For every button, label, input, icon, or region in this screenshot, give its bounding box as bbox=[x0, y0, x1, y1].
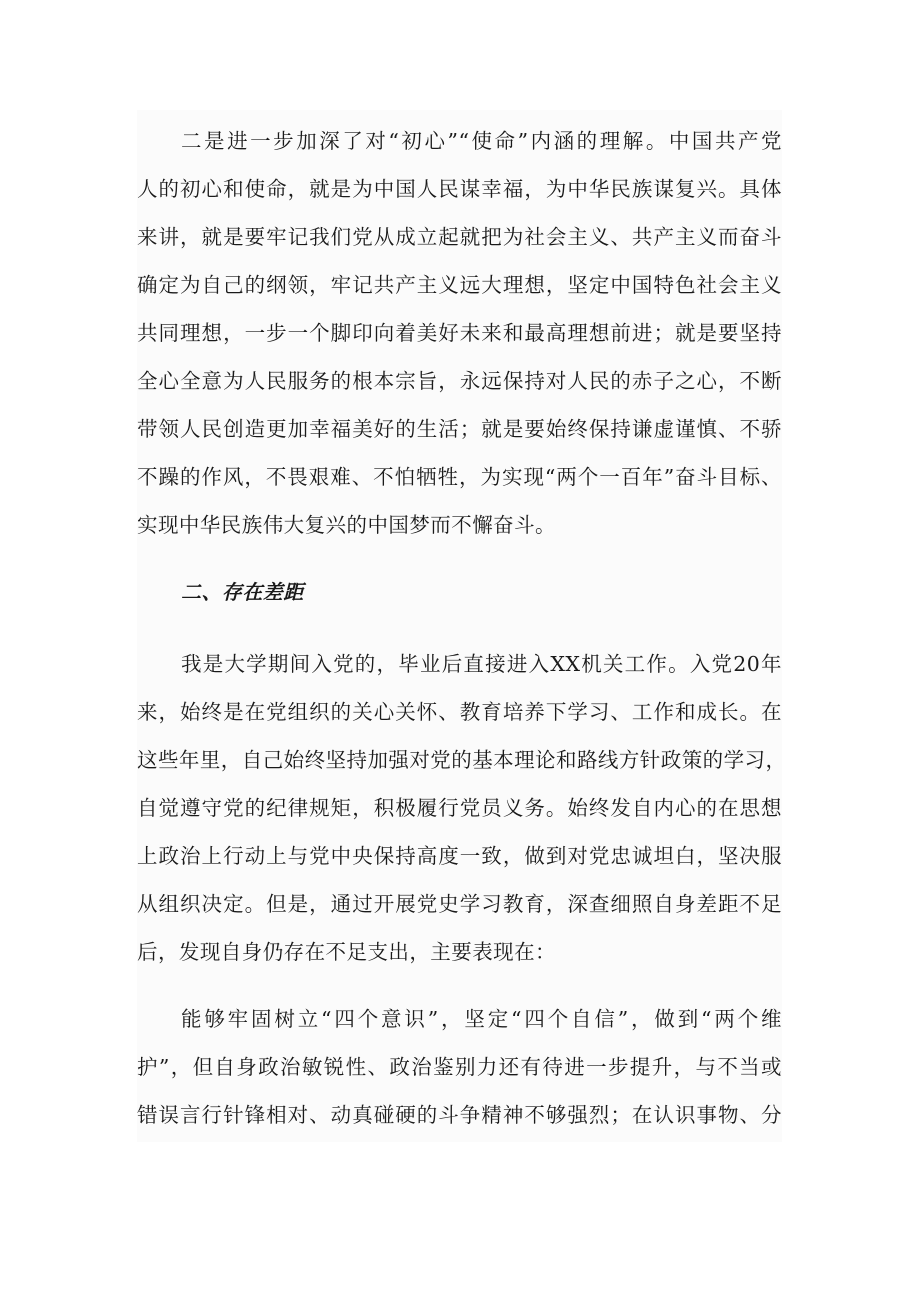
paragraph-1-line-9: 实现中华民族伟大复兴的中国梦而不懈奋斗。 bbox=[137, 513, 556, 537]
paragraph-2-line-3: 这些年里，自己始终坚持加强对党的基本理论和路线方针政策的学习， bbox=[137, 748, 787, 772]
paragraph-3-line-3: 错误言行针锋相对、动真碰硬的斗争精神不够强烈；在认识事物、分 bbox=[137, 1103, 782, 1127]
paragraph-1-line-1: 二是进一步加深了对“初心”“使命”内涵的理解。中国共产党 bbox=[181, 129, 782, 153]
paragraph-1-line-7: 带领人民创造更加幸福美好的生活；就是要始终保持谦虚谨慎、不骄 bbox=[137, 417, 782, 441]
paragraph-2-line-7: 后，发现自身仍存在不足支出，主要表现在： bbox=[137, 940, 556, 964]
paragraph-2-line-1: 我是大学期间入党的，毕业后直接进入XX机关工作。入党20年 bbox=[181, 652, 782, 676]
paragraph-3-line-1: 能够牢固树立“四个意识”，坚定“四个自信”，做到“两个维 bbox=[181, 1007, 782, 1031]
paragraph-2-line-6: 从组织决定。但是，通过开展党史学习教育，深查细照自身差距不足 bbox=[137, 892, 782, 916]
paragraph-1-line-2: 人的初心和使命，就是为中国人民谋幸福，为中华民族谋复兴。具体 bbox=[137, 177, 782, 201]
paragraph-1-line-4: 确定为自己的纲领，牢记共产主义远大理想，坚定中国特色社会主义 bbox=[137, 273, 782, 297]
document-body bbox=[137, 110, 787, 1142]
paragraph-1-line-6: 全心全意为人民服务的根本宗旨，永远保持对人民的赤子之心，不断 bbox=[137, 369, 782, 393]
paragraph-3-line-2: 护”，但自身政治敏锐性、政治鉴别力还有待进一步提升，与不当或 bbox=[137, 1055, 782, 1079]
paragraph-1-line-5: 共同理想，一步一个脚印向着美好未来和最高理想前进；就是要坚持 bbox=[137, 321, 782, 345]
section-heading: 二、存在差距 bbox=[181, 580, 304, 604]
paragraph-2-line-4: 自觉遵守党的纪律规矩，积极履行党员义务。始终发自内心的在思想 bbox=[137, 796, 782, 820]
paragraph-1-line-3: 来讲，就是要牢记我们党从成立起就把为社会主义、共产主义而奋斗 bbox=[137, 225, 782, 249]
paragraph-2-line-5: 上政治上行动上与党中央保持高度一致，做到对党忠诚坦白，坚决服 bbox=[137, 844, 782, 868]
paragraph-1-line-8: 不躁的作风，不畏艰难、不怕牺牲，为实现“两个一百年”奋斗目标、 bbox=[137, 465, 782, 489]
paragraph-2-line-2: 来，始终是在党组织的关心关怀、教育培养下学习、工作和成长。在 bbox=[137, 700, 782, 724]
